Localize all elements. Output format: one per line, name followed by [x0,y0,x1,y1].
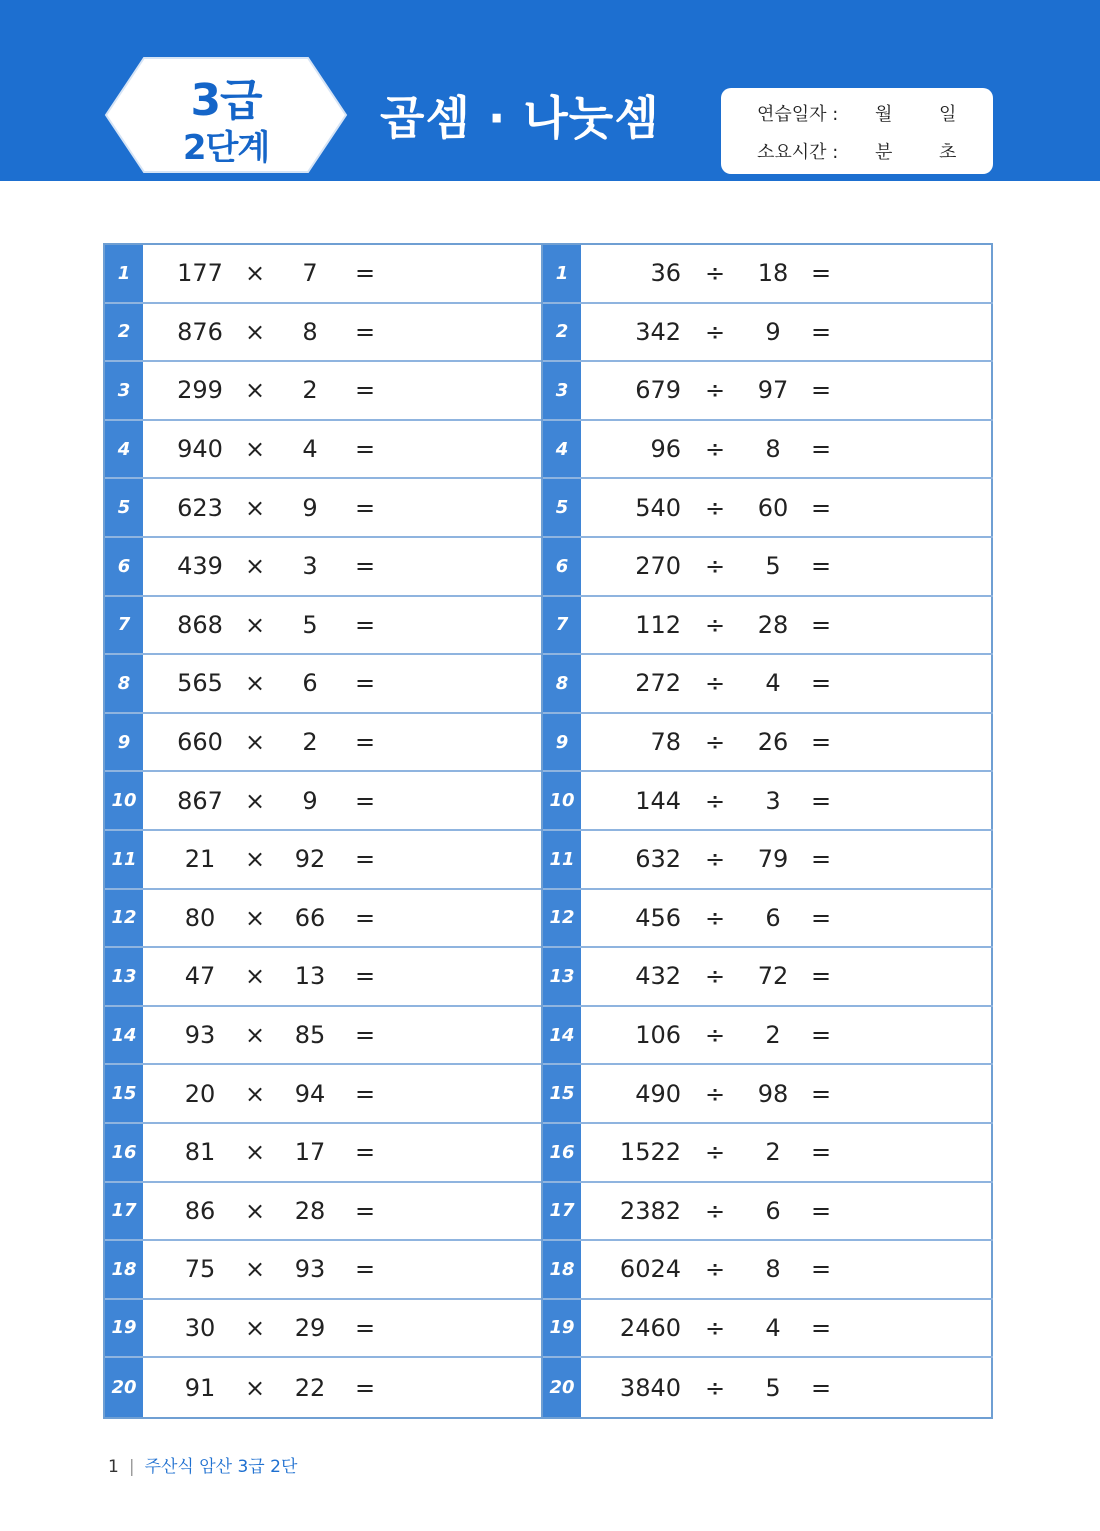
operand-b: 5 [765,1373,781,1402]
problem-number: 12 [543,890,581,947]
operator: ÷ [704,1196,726,1225]
division-problem-row [543,538,993,597]
equals-sign: = [354,1313,376,1342]
operand-b: 94 [294,1079,326,1108]
equals-sign: = [810,1313,832,1342]
operand-b: 29 [294,1313,326,1342]
operator: ÷ [704,845,726,874]
operator: × [244,1373,266,1402]
operator: ÷ [704,1313,726,1342]
operand-a: 660 [177,728,223,757]
division-problem-row [543,1358,993,1417]
operand-a: 78 [650,728,681,757]
operand-b: 3 [302,552,318,581]
operator: ÷ [704,1138,726,1167]
operator: × [244,435,266,464]
page-title: 곱셈 · 나눗셈 [380,91,660,145]
operand-b: 72 [757,962,789,991]
problem-number: 1 [105,245,143,302]
multiplication-problem-row [105,714,541,773]
operand-b: 6 [765,1196,781,1225]
operand-b: 92 [294,845,326,874]
division-problem-row [543,421,993,480]
operator: ÷ [704,552,726,581]
operand-a: 75 [184,1255,216,1284]
multiplication-column [105,245,541,1417]
division-problem-row [543,1065,993,1124]
operand-b: 60 [757,493,789,522]
operator: ÷ [704,317,726,346]
problem-number: 5 [105,479,143,536]
operand-b: 9 [765,317,781,346]
division-problem-row [543,1241,993,1300]
division-problem-row [543,597,993,656]
equals-sign: = [354,1079,376,1108]
operand-b: 6 [765,903,781,932]
equals-sign: = [810,962,832,991]
equals-sign: = [810,1021,832,1050]
problem-number: 8 [105,655,143,712]
day-label: 일 [939,104,957,125]
operand-b: 18 [757,259,789,288]
operator: × [244,1021,266,1050]
operand-b: 28 [294,1196,326,1225]
operand-b: 3 [765,786,781,815]
multiplication-problem-row [105,245,541,304]
equals-sign: = [810,435,832,464]
equals-sign: = [354,435,376,464]
problem-number: 17 [543,1183,581,1240]
operand-a: 623 [177,493,223,522]
operator: ÷ [704,903,726,932]
operand-a: 1522 [619,1138,681,1167]
multiplication-problem-row [105,1183,541,1242]
operand-a: 91 [184,1373,216,1402]
division-problem-row [543,304,993,363]
equals-sign: = [810,845,832,874]
operand-b: 93 [294,1255,326,1284]
operand-b: 2 [302,728,318,757]
time-taken-label: 소요시간 : [757,142,839,163]
equals-sign: = [810,1373,832,1402]
division-problem-row [543,1007,993,1066]
operand-a: 3840 [619,1373,681,1402]
operand-b: 4 [765,1313,781,1342]
problem-number: 2 [105,304,143,361]
operator: × [244,962,266,991]
equals-sign: = [810,786,832,815]
problem-number: 18 [543,1241,581,1298]
minute-label: 분 [875,142,893,163]
problem-number: 14 [105,1007,143,1064]
division-problem-row [543,772,993,831]
division-problem-row [543,1300,993,1359]
operand-b: 79 [757,845,789,874]
operator: ÷ [704,962,726,991]
equals-sign: = [354,845,376,874]
multiplication-problem-row [105,831,541,890]
multiplication-problem-row [105,597,541,656]
operator: × [244,552,266,581]
footer-divider: | [128,1457,135,1477]
problem-number: 7 [543,597,581,654]
month-label: 월 [875,104,893,125]
operand-a: 21 [184,845,216,874]
equals-sign: = [810,1079,832,1108]
equals-sign: = [354,259,376,288]
header-banner [0,0,1100,181]
operand-a: 112 [635,610,681,639]
problem-number: 4 [543,421,581,478]
problem-number: 11 [543,831,581,888]
operand-a: 456 [635,903,681,932]
operand-a: 81 [184,1138,216,1167]
division-problem-row [543,1183,993,1242]
operand-b: 8 [765,1255,781,1284]
book-title: 주산식 암산 3급 2단 [144,1457,298,1477]
operator: ÷ [704,728,726,757]
problem-number: 11 [105,831,143,888]
operand-a: 6024 [619,1255,681,1284]
equals-sign: = [354,376,376,405]
operator: ÷ [704,259,726,288]
operator: × [244,786,266,815]
practice-date-label: 연습일자 : [757,104,839,125]
problem-number: 7 [105,597,143,654]
operand-a: 299 [177,376,223,405]
operand-a: 80 [184,903,216,932]
operand-b: 66 [294,903,326,932]
multiplication-problem-row [105,772,541,831]
operand-a: 342 [635,317,681,346]
problem-number: 6 [543,538,581,595]
multiplication-problem-row [105,421,541,480]
operand-a: 93 [184,1021,216,1050]
operand-b: 2 [765,1138,781,1167]
operator: ÷ [704,376,726,405]
practice-info-box [721,88,993,174]
problem-number: 16 [105,1124,143,1181]
operand-b: 5 [765,552,781,581]
equals-sign: = [810,1138,832,1167]
operator: ÷ [704,1079,726,1108]
equals-sign: = [354,552,376,581]
operand-a: 2382 [619,1196,681,1225]
problem-number: 15 [105,1065,143,1122]
division-problem-row [543,1124,993,1183]
division-problem-row [543,362,993,421]
operator: × [244,903,266,932]
operator: × [244,1079,266,1108]
operand-a: 20 [184,1079,216,1108]
problem-number: 5 [543,479,581,536]
operand-a: 679 [635,376,681,405]
operand-b: 7 [302,259,318,288]
operand-b: 8 [302,317,318,346]
operand-b: 9 [302,493,318,522]
operand-b: 22 [294,1373,326,1402]
equals-sign: = [810,259,832,288]
operand-a: 540 [635,493,681,522]
equals-sign: = [354,1138,376,1167]
problem-number: 19 [543,1300,581,1357]
operand-b: 97 [757,376,789,405]
division-problem-row [543,948,993,1007]
problem-number: 3 [105,362,143,419]
problem-number: 2 [543,304,581,361]
operator: ÷ [704,1373,726,1402]
problem-number: 16 [543,1124,581,1181]
problem-number: 14 [543,1007,581,1064]
operand-a: 2460 [619,1313,681,1342]
multiplication-problem-row [105,1065,541,1124]
problem-number: 10 [543,772,581,829]
equals-sign: = [810,1196,832,1225]
problem-number: 17 [105,1183,143,1240]
equals-sign: = [810,493,832,522]
operand-b: 2 [302,376,318,405]
division-column [541,245,993,1417]
problem-number: 6 [105,538,143,595]
division-problem-row [543,479,993,538]
page-number: 1 [108,1457,119,1477]
multiplication-problem-row [105,1300,541,1359]
equals-sign: = [354,493,376,522]
operator: ÷ [704,786,726,815]
problem-number: 8 [543,655,581,712]
problem-number: 13 [105,948,143,1005]
equals-sign: = [810,610,832,639]
multiplication-problem-row [105,890,541,949]
operator: × [244,1138,266,1167]
equals-sign: = [810,669,832,698]
operand-b: 5 [302,610,318,639]
multiplication-problem-row [105,538,541,597]
multiplication-problem-row [105,1358,541,1417]
operand-a: 867 [177,786,223,815]
operand-b: 4 [765,669,781,698]
equals-sign: = [810,376,832,405]
operator: × [244,610,266,639]
multiplication-problem-row [105,479,541,538]
multiplication-problem-row [105,362,541,421]
operand-b: 6 [302,669,318,698]
equals-sign: = [354,1196,376,1225]
multiplication-problem-row [105,1241,541,1300]
equals-sign: = [354,669,376,698]
multiplication-problem-row [105,1124,541,1183]
operand-a: 270 [635,552,681,581]
division-problem-row [543,655,993,714]
operator: × [244,317,266,346]
level-label: 3급 [190,75,262,126]
problem-number: 20 [543,1358,581,1417]
division-problem-row [543,714,993,773]
operand-a: 868 [177,610,223,639]
operand-b: 85 [294,1021,326,1050]
operand-a: 632 [635,845,681,874]
operator: ÷ [704,610,726,639]
problem-number: 20 [105,1358,143,1417]
equals-sign: = [810,728,832,757]
operator: × [244,493,266,522]
operand-a: 47 [184,962,216,991]
operand-b: 26 [757,728,789,757]
operand-b: 98 [757,1079,789,1108]
operand-a: 432 [635,962,681,991]
multiplication-problem-row [105,1007,541,1066]
problem-number: 9 [543,714,581,771]
equals-sign: = [810,552,832,581]
problem-number: 18 [105,1241,143,1298]
page-footer [108,1452,297,1477]
stage-label: 2단계 [182,128,270,168]
operand-b: 4 [302,435,318,464]
equals-sign: = [354,1255,376,1284]
problem-number: 15 [543,1065,581,1122]
operator: × [244,1313,266,1342]
operand-a: 940 [177,435,223,464]
equals-sign: = [354,1373,376,1402]
problem-number: 9 [105,714,143,771]
operator: × [244,728,266,757]
equals-sign: = [354,903,376,932]
operand-b: 2 [765,1021,781,1050]
operand-a: 876 [177,317,223,346]
operator: × [244,259,266,288]
problem-number: 10 [105,772,143,829]
operand-a: 36 [650,259,681,288]
operand-a: 565 [177,669,223,698]
multiplication-problem-row [105,304,541,363]
problem-number: 4 [105,421,143,478]
operator: ÷ [704,435,726,464]
operand-a: 86 [184,1196,216,1225]
operator: ÷ [704,1021,726,1050]
equals-sign: = [810,903,832,932]
operator: ÷ [704,669,726,698]
operand-a: 490 [635,1079,681,1108]
operator: × [244,376,266,405]
problem-number: 19 [105,1300,143,1357]
equals-sign: = [810,1255,832,1284]
operator: × [244,669,266,698]
equals-sign: = [354,1021,376,1050]
equals-sign: = [354,962,376,991]
equals-sign: = [354,317,376,346]
operand-b: 17 [294,1138,326,1167]
equals-sign: = [810,317,832,346]
operand-a: 272 [635,669,681,698]
operand-a: 106 [635,1021,681,1050]
operand-a: 144 [635,786,681,815]
operand-a: 96 [650,435,681,464]
operand-a: 439 [177,552,223,581]
second-label: 초 [939,142,957,163]
equals-sign: = [354,786,376,815]
operator: × [244,1255,266,1284]
operator: × [244,1196,266,1225]
operator: ÷ [704,493,726,522]
operand-a: 177 [177,259,223,288]
operand-b: 9 [302,786,318,815]
division-problem-row [543,245,993,304]
equals-sign: = [354,728,376,757]
multiplication-problem-row [105,655,541,714]
level-badge [104,56,348,174]
operand-b: 13 [294,962,326,991]
equals-sign: = [354,610,376,639]
problem-number: 12 [105,890,143,947]
problem-number: 3 [543,362,581,419]
problem-grid [103,243,993,1419]
division-problem-row [543,831,993,890]
problem-number: 13 [543,948,581,1005]
division-problem-row [543,890,993,949]
multiplication-problem-row [105,948,541,1007]
problem-number: 1 [543,245,581,302]
operand-b: 28 [757,610,789,639]
operator: × [244,845,266,874]
operand-b: 8 [765,435,781,464]
operator: ÷ [704,1255,726,1284]
operand-a: 30 [184,1313,216,1342]
